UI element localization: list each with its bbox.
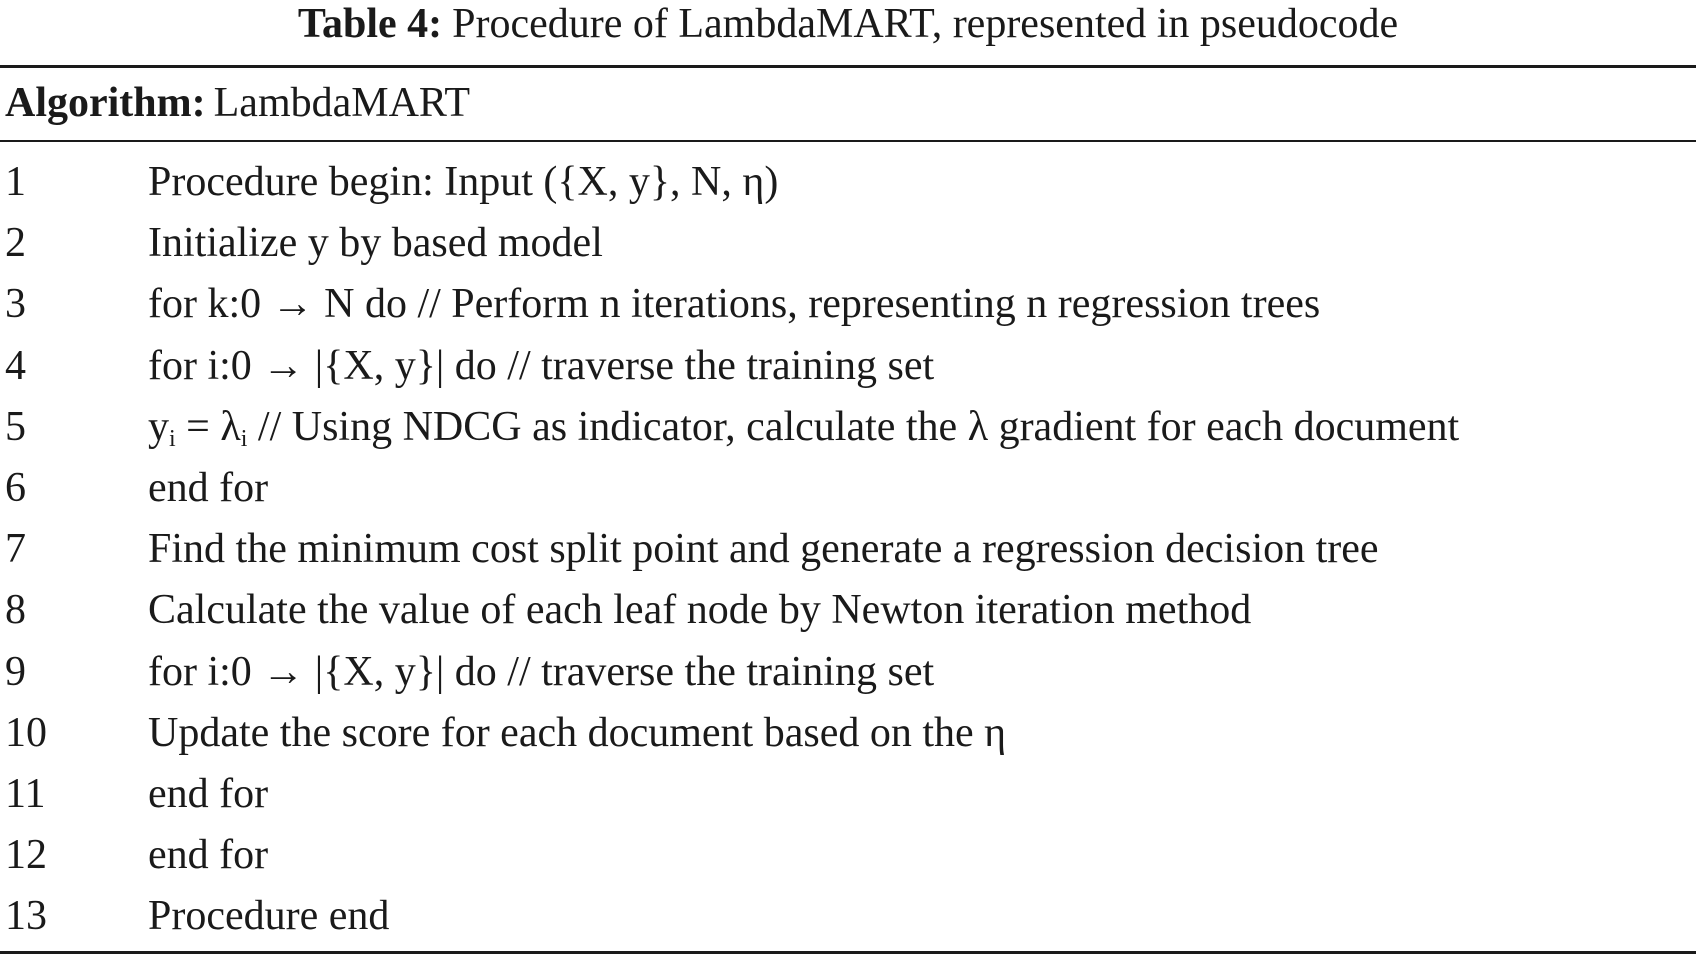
step-row [0,215,1696,276]
step-text: Procedure end [148,893,390,940]
step-text: Initialize y by based model [148,220,603,267]
step-row [0,582,1696,643]
table-caption [0,2,1696,46]
step-list [0,154,1696,949]
step-number: 6 [5,464,26,511]
step-row [0,644,1696,705]
step-text: end for [148,832,269,879]
step-number: 11 [5,770,46,817]
step-text: Calculate the value of each leaf node by Newton iteration method [148,587,1252,634]
algorithm-name: LambdaMART [213,80,471,126]
step-number: 10 [5,709,47,756]
top-rule [0,65,1696,68]
step-text: for k:0 → N do // Perform n iterations, representing n regression trees [148,281,1321,328]
subscript-i: i [240,425,248,452]
header-rule [0,140,1696,142]
step-text: Procedure begin: Input ({X, y}, N, η) [148,159,779,205]
step-comment: // Using NDCG as indicator, calculate the λ gradient for each document [247,403,1460,450]
step-row [0,888,1696,949]
step-number: 13 [5,893,47,940]
step-number: 2 [5,220,26,267]
step-text: for i:0 → |{X, y}| do // traverse the training set [148,342,935,389]
step-row [0,827,1696,888]
step-number: 4 [5,342,26,389]
step-number: 12 [5,832,47,879]
step-number: 8 [5,587,26,634]
step-row [0,705,1696,766]
step-number: 5 [5,403,26,450]
step-row [0,399,1696,460]
algorithm-label: Algorithm: [5,80,206,126]
step-number: 1 [5,159,26,205]
step-number: 9 [5,648,26,695]
step-row [0,276,1696,337]
step-number: 3 [5,281,26,328]
step-text: end for [148,464,269,511]
step-row [0,460,1696,521]
step-row [0,521,1696,582]
step-text: Update the score for each document based on the η [148,709,1007,756]
step-text: for i:0 → |{X, y}| do // traverse the training set [148,648,935,695]
step-row [0,766,1696,827]
y-symbol: y [148,403,169,450]
equals-lambda: = λ [175,403,241,450]
caption-text: Procedure of LambdaMART, represented in pseudocode [452,1,1399,47]
step-text: Find the minimum cost split point and generate a regression decision tree [148,526,1379,573]
step-number: 7 [5,526,26,573]
caption-label: Table 4: [297,1,443,47]
step-text [148,399,1459,455]
step-text: end for [148,770,269,817]
step-row [0,338,1696,399]
algorithm-header [5,79,470,127]
subscript-i: i [169,425,176,452]
step-row [0,154,1696,215]
